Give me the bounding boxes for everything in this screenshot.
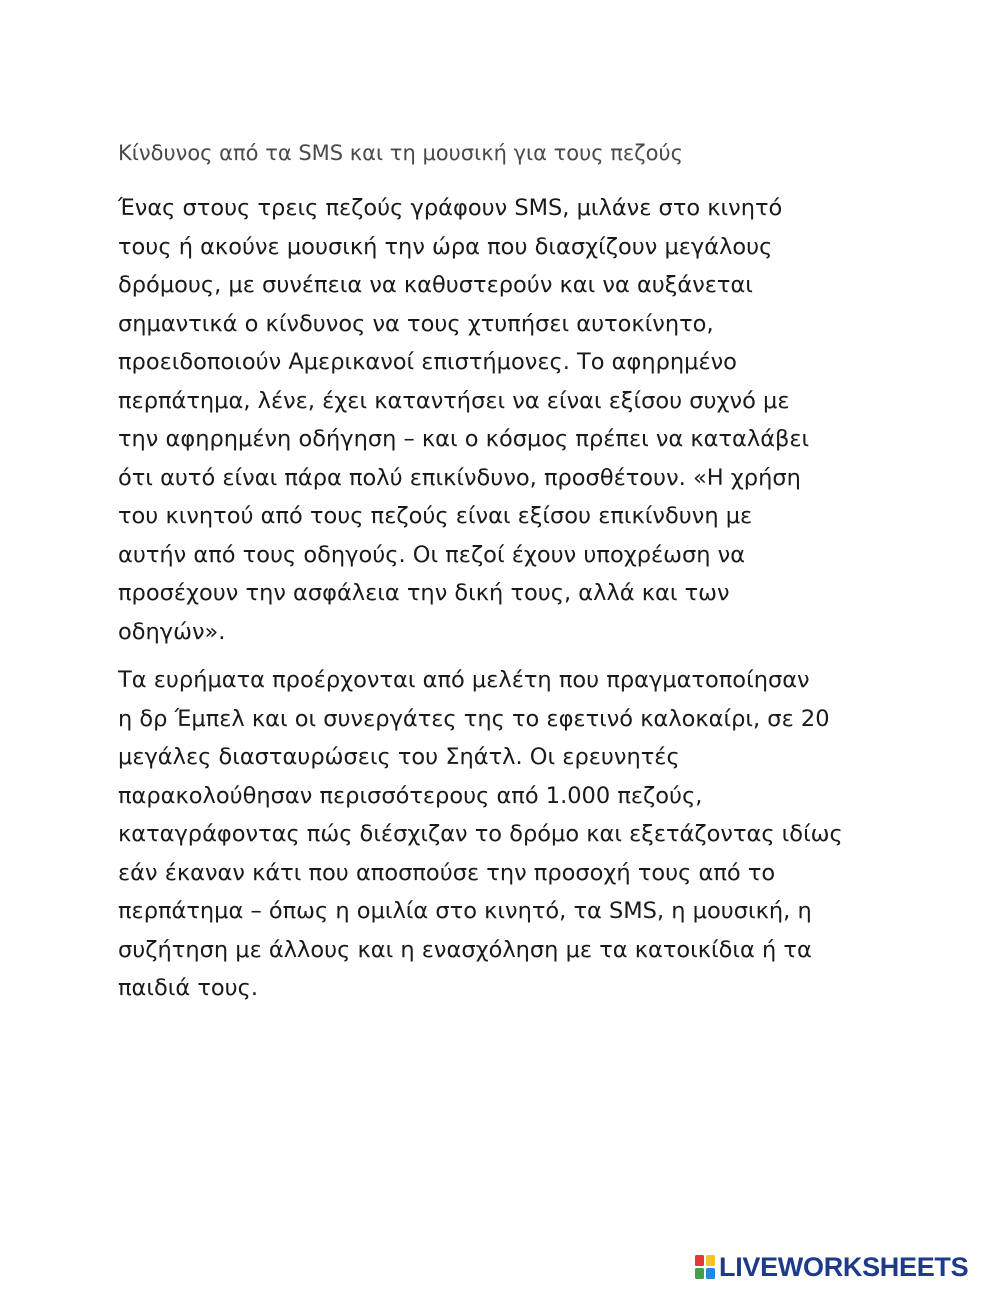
paragraph-line: περπάτημα, λένε, έχει καταντήσει να είναι εξίσου συχνό με [118,387,790,414]
paragraph-line: οδηγών». [118,618,226,645]
paragraph-line: τους ή ακούνε μουσική την ώρα που διασχίζουν μεγάλους [118,233,773,260]
paragraph-line: μεγάλες διασταυρώσεις του Σηάτλ. Οι ερευνητές [118,744,680,770]
paragraph-line: ότι αυτό είναι πάρα πολύ επικίνδυνο, προσθέτουν. «Η χρήση [118,464,801,491]
document-content [118,138,888,1018]
liveworksheets-brand[interactable] [695,1252,968,1282]
paragraph-2 [118,661,888,1008]
paragraph-line: εάν έκαναν κάτι που αποσπούσε την προσοχή τους από το [118,859,776,886]
paragraph-line: συζήτηση με άλλους και η ενασχόληση με τα κατοικίδια ή τα [118,936,812,963]
paragraph-1 [118,189,888,651]
paragraph-line: προειδοποιούν Αμερικανοί επιστήμονες. Το αφηρημένο [118,349,737,375]
paragraph-line: παιδιά τους. [118,975,259,1001]
liveworksheets-logo-icon [695,1255,715,1279]
brand-name: LIVEWORKSHEETS [719,1252,969,1282]
paragraph-line: του κινητού από τους πεζούς είναι εξίσου επικίνδυνη με [118,503,753,529]
paragraph-line: η δρ Έμπελ και οι συνεργάτες της το εφετινό καλοκαίρι, σε 20 [118,705,830,732]
paragraph-line: προσέχουν την ασφάλεια την δική τους, αλλά και των [118,580,730,606]
paragraph-line: αυτήν από τους οδηγούς. Οι πεζοί έχουν υποχρέωση να [118,541,746,568]
paragraph-line: καταγράφοντας πώς διέσχιζαν το δρόμο και εξετάζοντας ιδίως [118,821,843,847]
paragraph-line: σημαντικά ο κίνδυνος να τους χτυπήσει αυτοκίνητο, [118,310,714,337]
paragraph-line: περπάτημα – όπως η ομιλία στο κινητό, τα SMS, η μουσική, η [118,898,812,924]
paragraph-line: την αφηρημένη οδήγηση – και ο κόσμος πρέπει να καταλάβει [118,426,810,452]
document-title: Κίνδυνος από τα SMS και τη μουσική για τους πεζούς [118,141,684,165]
paragraph-line: Ένας στους τρεις πεζούς γράφουν SMS, μιλάνε στο κινητό [118,195,783,221]
paragraph-line: παρακολούθησαν περισσότερους από 1.000 πεζούς, [118,782,703,809]
paragraph-line: δρόμους, με συνέπεια να καθυστερούν και να αυξάνεται [118,272,753,298]
paragraph-line: Τα ευρήματα προέρχονται από μελέτη που πραγματοποίησαν [118,667,810,693]
